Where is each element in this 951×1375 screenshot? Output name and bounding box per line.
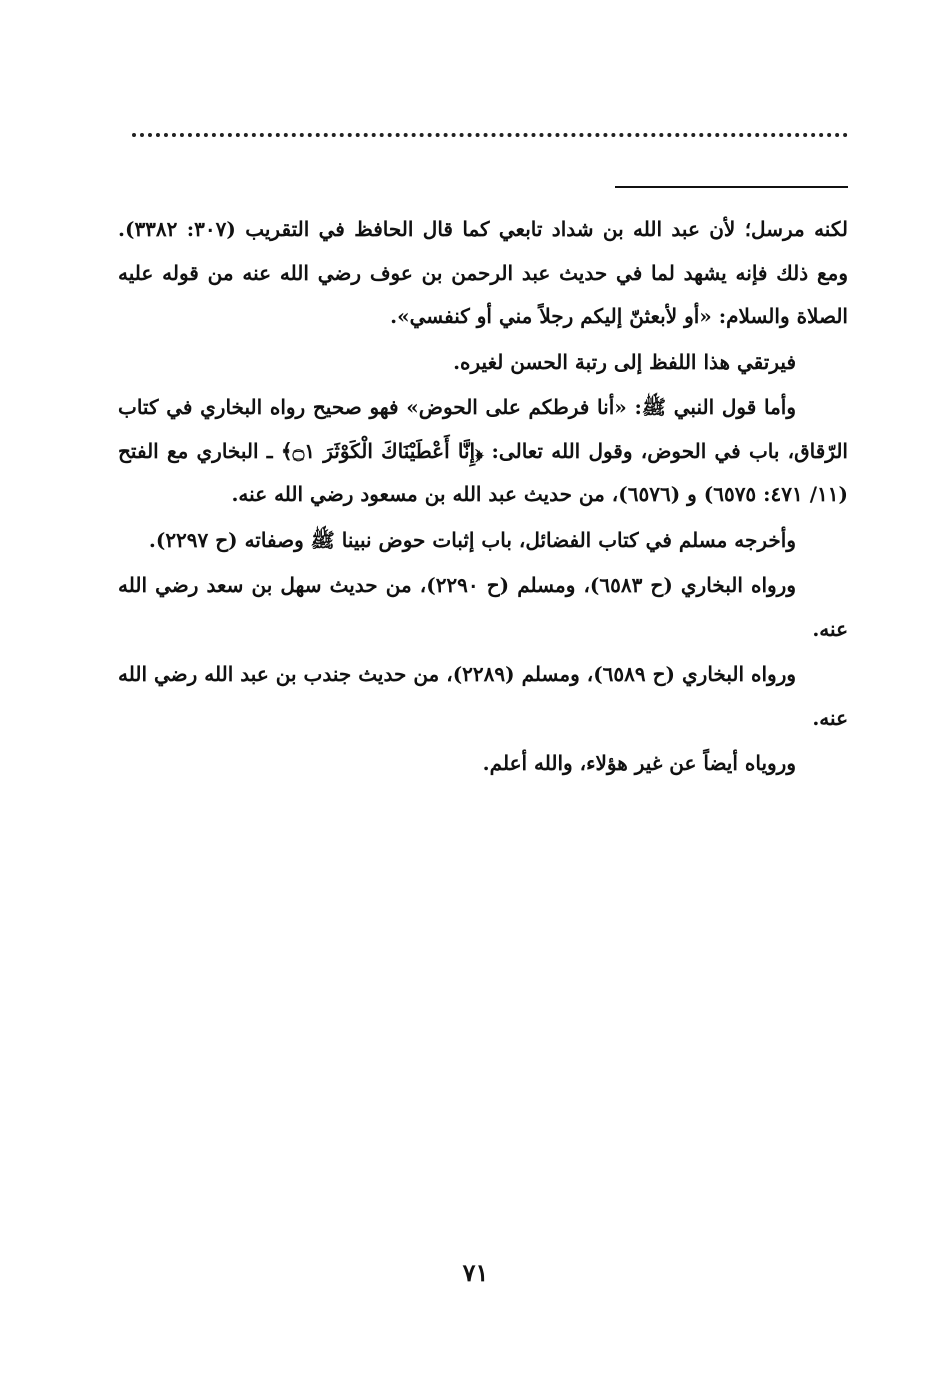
footnote-paragraph-5: ورواه البخاري (ح ٦٥٨٣)، ومسلم (ح ٢٢٩٠)، من حديث سهل بن سعد رضي الله عنه.	[118, 573, 848, 641]
footnote-paragraph-1: لكنه مرسل؛ لأن عبد الله بن شداد تابعي كما قال الحافظ في التقريب (٣٠٧: ٣٣٨٢). ومع ذلك فإنه يشهد لما في حديث عبد الرحمن بن عوف رضي الله عنه من قوله عليه الصلاة والسلام: «أو لأبعثنّ إليكم رجلاً مني أو كنفسي».	[118, 217, 848, 328]
footnote-paragraph-3: وأما قول النبي ﷺ: «أنا فرطكم على الحوض» فهو صحيح رواه البخاري في كتاب الرّقاق، باب في الحوض، وقول الله تعالى: ﴿إِنَّا أَعْطَيْنَاكَ الْكَوْثَرَ ۝١﴾ ـ البخاري مع الفتح (١١/ ٤٧١: ٦٥٧٥) و (٦٥٧٦)، من حديث عبد الله بن مسعود رضي الله عنه.	[118, 395, 848, 506]
footnote-paragraph-2: فيرتقي هذا اللفظ إلى رتبة الحسن لغيره.	[453, 349, 796, 374]
footnote-paragraph-6: ورواه البخاري (ح ٦٥٨٩)، ومسلم (٢٢٨٩)، من حديث جندب بن عبد الله رضي الله عنه.	[118, 662, 848, 730]
dotted-separator	[132, 133, 848, 137]
footnote-paragraph-7: وروياه أيضاً عن غير هؤلاء، والله أعلم.	[482, 751, 796, 775]
page-number: ٧١	[462, 1258, 489, 1287]
footnote-text	[118, 208, 848, 788]
footnote-paragraph-4: وأخرجه مسلم في كتاب الفضائل، باب إثبات حوض نبينا ﷺ وصفاته (ح ٢٢٩٧).	[148, 527, 796, 552]
footnote-separator-line	[615, 186, 848, 188]
